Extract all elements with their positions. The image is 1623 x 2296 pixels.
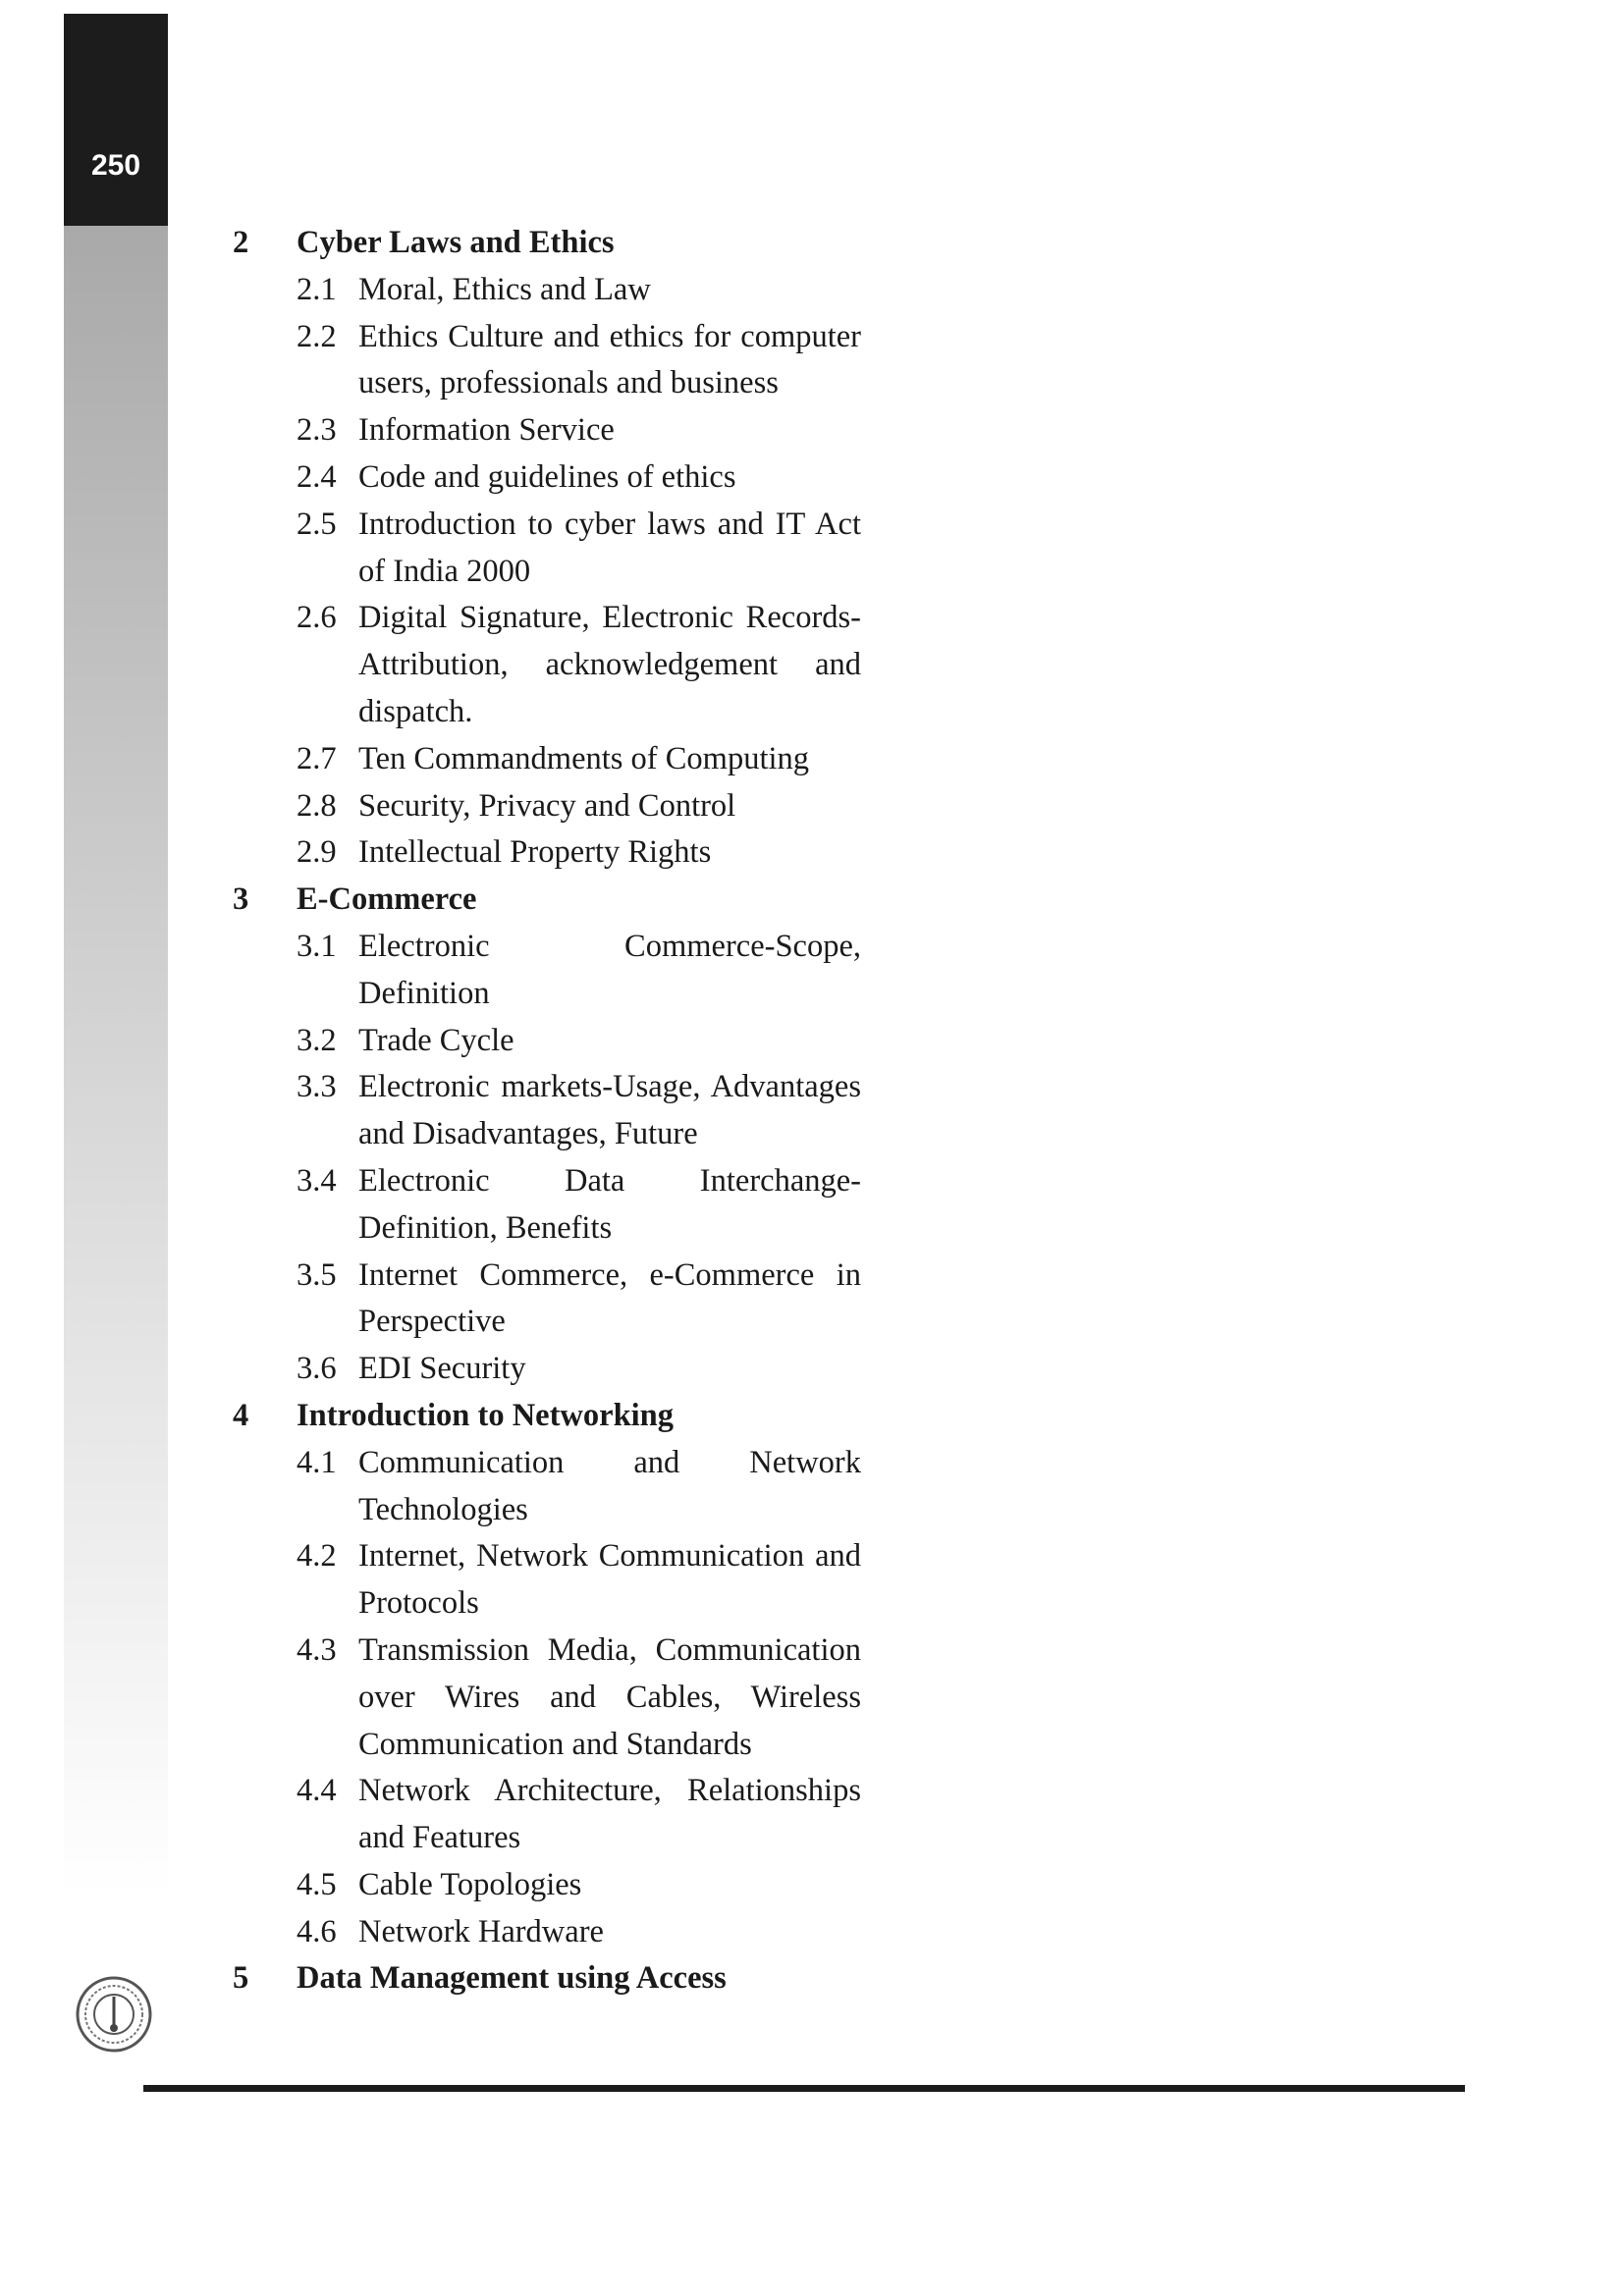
subsection-title: Cable Topologies <box>358 1866 582 1902</box>
section-number: 3 <box>233 881 249 918</box>
section-number: 2 <box>233 225 249 260</box>
list-item <box>233 407 861 454</box>
bottom-rule <box>143 2085 1465 2092</box>
subsection-number: 3.4 <box>297 1162 337 1199</box>
subsection-number: 2.4 <box>297 458 337 495</box>
subsection-number: 4.2 <box>297 1538 337 1575</box>
list-item <box>233 1768 861 1862</box>
subsection-title: Transmission Media, Communication over Wires and Cables, Wireless Communication and Standards <box>358 1631 861 1762</box>
list-item <box>233 736 861 783</box>
subsection-title: EDI Security <box>358 1351 526 1387</box>
subsection-number: 2.5 <box>297 506 337 542</box>
subsection-title: Information Service <box>358 412 615 449</box>
section-title: Introduction to Networking <box>297 1397 675 1433</box>
subsection-number: 2.7 <box>297 740 337 776</box>
subsection-number: 3.3 <box>297 1069 337 1105</box>
list-item <box>233 502 861 596</box>
section-heading <box>233 877 861 924</box>
subsection-title: Electronic markets-Usage, Advantages and Disadvantages, Future <box>358 1069 861 1152</box>
subsection-number: 4.3 <box>297 1631 337 1668</box>
subsection-number: 4.5 <box>297 1866 337 1902</box>
list-item <box>233 1018 861 1065</box>
subsection-number: 3.6 <box>297 1351 337 1387</box>
subsection-number: 3.1 <box>297 928 337 964</box>
subsection-number: 2.6 <box>297 600 337 636</box>
subsection-title: Ten Commandments of Computing <box>358 740 810 776</box>
list-item <box>233 1533 861 1628</box>
subsection-number: 2.1 <box>297 271 337 307</box>
section-heading <box>233 220 861 267</box>
subsection-title: Internet, Network Communication and Protocols <box>358 1538 861 1622</box>
subsection-title: Network Hardware <box>358 1913 604 1949</box>
subsection-title: Ethics Culture and ethics for computer users, professionals and business <box>358 318 861 401</box>
subsection-number: 3.2 <box>297 1022 337 1058</box>
page-number: 250 <box>90 149 141 182</box>
list-item <box>233 267 861 314</box>
list-item <box>233 1909 861 1956</box>
list-item <box>233 1862 861 1909</box>
list-item <box>233 1253 861 1347</box>
list-item <box>233 783 861 830</box>
section-title: Cyber Laws and Ethics <box>297 225 615 260</box>
subsection-title: Electronic Data Interchange-Definition, Benefits <box>358 1162 861 1246</box>
institution-seal-icon <box>75 1975 153 2054</box>
list-item <box>233 1628 861 1768</box>
list-item <box>233 1158 861 1253</box>
subsection-number: 2.9 <box>297 834 337 871</box>
list-item <box>233 924 861 1018</box>
subsection-number: 2.8 <box>297 787 337 824</box>
section-number: 5 <box>233 1960 249 1997</box>
section-title: E-Commerce <box>297 881 477 918</box>
page-tab <box>64 14 168 226</box>
subsection-title: Code and guidelines of ethics <box>358 458 736 495</box>
subsection-title: Trade Cycle <box>358 1022 514 1058</box>
list-item <box>233 1064 861 1158</box>
list-item <box>233 1440 861 1534</box>
subsection-number: 4.1 <box>297 1444 337 1480</box>
subsection-number: 4.6 <box>297 1913 337 1949</box>
subsection-title: Internet Commerce, e-Commerce in Perspective <box>358 1256 861 1340</box>
list-item <box>233 595 861 735</box>
subsection-title: Communication and Network Technologies <box>358 1444 861 1527</box>
page-margin-band <box>64 226 168 1895</box>
subsection-number: 4.4 <box>297 1773 337 1809</box>
subsection-title: Security, Privacy and Control <box>358 787 736 824</box>
subsection-title: Digital Signature, Electronic Records-Attribution, acknowledgement and dispatch. <box>358 600 861 729</box>
subsection-title: Electronic Commerce-Scope, Definition <box>358 928 861 1011</box>
subsection-title: Moral, Ethics and Law <box>358 271 651 307</box>
subsection-title: Introduction to cyber laws and IT Act of India 2000 <box>358 506 861 589</box>
subsection-number: 2.2 <box>297 318 337 354</box>
list-item <box>233 314 861 408</box>
subsection-number: 3.5 <box>297 1256 337 1293</box>
section-title: Data Management using Access <box>297 1960 727 1997</box>
section-heading <box>233 1393 861 1440</box>
table-of-contents <box>233 220 861 2002</box>
subsection-title: Intellectual Property Rights <box>358 834 712 871</box>
list-item <box>233 829 861 877</box>
section-heading <box>233 1955 861 2002</box>
section-number: 4 <box>233 1397 249 1433</box>
subsection-title: Network Architecture, Relationships and Features <box>358 1773 861 1856</box>
list-item <box>233 1346 861 1393</box>
list-item <box>233 454 861 502</box>
subsection-number: 2.3 <box>297 412 337 449</box>
